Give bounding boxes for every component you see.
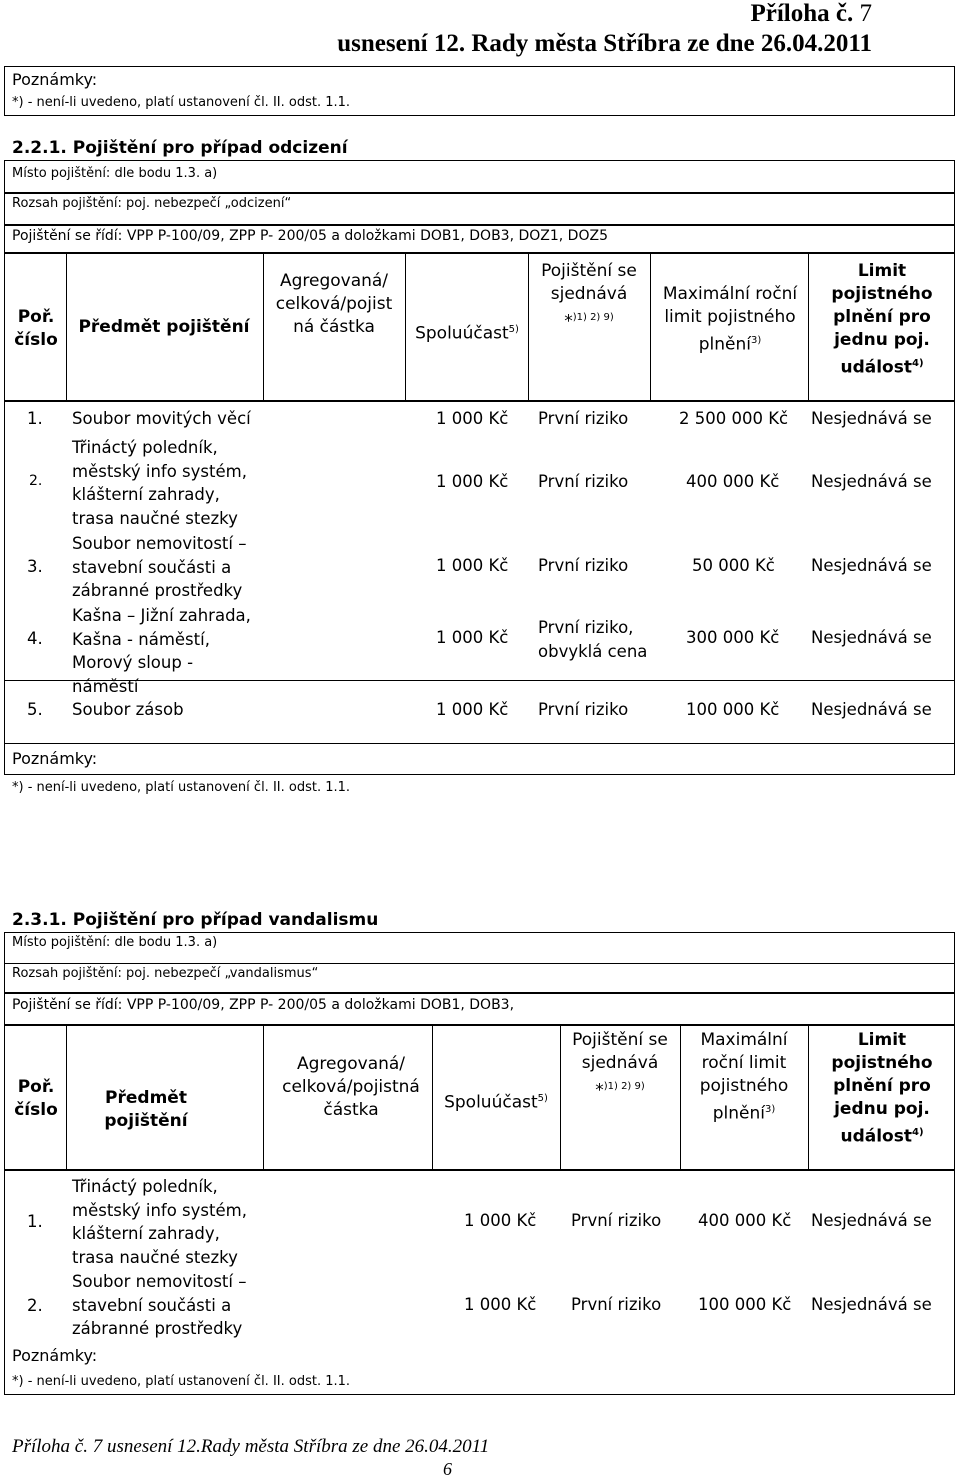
s2-row2-deductible: 1 000 Kč: [464, 1295, 537, 1314]
s1-row2-event-limit: Nesjednává se: [811, 472, 932, 491]
s2-col-aggregate: Agregovaná/ celková/pojistná částka: [282, 1054, 420, 1120]
top-notes-label: Poznámky:: [12, 70, 98, 89]
s1-row4-deductible: 1 000 Kč: [436, 628, 509, 647]
s2-divider-6: [808, 1025, 809, 1170]
s2-col-annual-limit: [684, 1029, 804, 1126]
s2-row1-limit: 400 000 Kč: [698, 1211, 792, 1230]
s1-col-type-star: *: [564, 311, 573, 332]
s1-row1-deductible: 1 000 Kč: [436, 409, 509, 428]
s1-row2-type: První riziko: [538, 472, 629, 491]
s2-divider-4: [560, 1025, 561, 1170]
s2-row1-deductible: 1 000 Kč: [464, 1211, 537, 1230]
s1-row4-subject: Kašna – Jižní zahrada, Kašna - náměstí, Morový sloup - náměstí: [72, 606, 251, 696]
page-number: 6: [443, 1459, 452, 1479]
s2-col-type: [562, 1029, 678, 1103]
s2-row1-event-limit: Nesjednává se: [811, 1211, 932, 1230]
s1-col-event-limit-sup: 4): [911, 358, 924, 369]
s1-row1-limit: 2 500 000 Kč: [679, 409, 789, 428]
section2-place: Místo pojištění: dle bodu 1.3. a): [12, 935, 218, 950]
attachment-heading: [750, 0, 872, 28]
s1-col-type-sup: )1) 2) 9): [572, 312, 614, 323]
s1-row5-type: První riziko: [538, 700, 629, 719]
section2-title: 2.3.1. Pojištění pro případ vandalismu: [12, 910, 379, 930]
s2-row2-limit: 100 000 Kč: [698, 1295, 792, 1314]
s1-row3-deductible: 1 000 Kč: [436, 556, 509, 575]
s1-divider-5: [650, 253, 651, 401]
s1-col-annual-limit-sup: 3): [750, 335, 762, 346]
s1-row3-limit: 50 000 Kč: [692, 556, 775, 575]
s2-row2-number: 2.: [27, 1296, 43, 1315]
s1-row3-number: 3.: [27, 557, 43, 576]
s2-col-deductible-sup: 5): [537, 1093, 548, 1104]
section1-notes-text: *) - není-li uvedeno, platí ustanovení čl. II. odst. 1.1.: [12, 780, 351, 795]
s1-col-subject: Předmět pojištění: [78, 317, 250, 337]
s1-col-type-label: Pojištění se sjednává: [541, 261, 637, 304]
s1-col-deductible-sup: 5): [508, 324, 519, 335]
s1-col-type: [530, 260, 648, 334]
section1-place: Místo pojištění: dle bodu 1.3. a): [12, 166, 218, 181]
section1-notes-box: [4, 743, 955, 775]
s2-col-event-limit: [812, 1029, 952, 1149]
s1-row5-deductible: 1 000 Kč: [436, 700, 509, 719]
resolution-heading: usnesení 12. Rady města Stříbra ze dne 26.04.2011: [337, 30, 872, 57]
s1-col-deductible: [407, 318, 527, 346]
s1-row4-number: 4.: [27, 629, 43, 648]
s1-row3-event-limit: Nesjednává se: [811, 556, 932, 575]
s2-row2-event-limit: Nesjednává se: [811, 1295, 932, 1314]
s1-row5-subject: Soubor zásob: [72, 700, 184, 719]
s1-divider-2: [263, 253, 264, 401]
s1-col-event-limit: [812, 260, 952, 380]
attachment-number: 7: [859, 0, 872, 27]
s1-row5-limit: 100 000 Kč: [686, 700, 780, 719]
s2-divider-3: [432, 1025, 433, 1170]
section2-notes-label: Poznámky:: [12, 1346, 98, 1365]
s2-row1-type: První riziko: [571, 1211, 662, 1230]
s1-col-deductible-label: Spoluúčast: [415, 323, 509, 344]
s2-col-type-label: Pojištění se sjednává: [572, 1030, 668, 1073]
s1-row4-limit: 300 000 Kč: [686, 628, 780, 647]
section2-scope: Rozsah pojištění: poj. nebezpečí „vandalismus“: [12, 966, 319, 981]
s1-col-number: Poř. číslo: [14, 307, 58, 350]
s2-col-subject: Předmět pojištění: [104, 1088, 188, 1131]
s1-row1-type: První riziko: [538, 409, 629, 428]
s1-row1-event-limit: Nesjednává se: [811, 409, 932, 428]
s1-divider-6: [808, 253, 809, 401]
s2-divider-5: [680, 1025, 681, 1170]
s2-col-event-limit-label: Limit pojistného plnění pro jednu poj. událost: [831, 1030, 933, 1147]
s1-row3-subject: Soubor nemovitostí – stavební součásti a zábranné prostředky: [72, 534, 247, 600]
s1-divider-3: [405, 253, 406, 401]
s2-col-deductible: [434, 1087, 558, 1115]
footer-text: Příloha č. 7 usnesení 12.Rady města Stříbra ze dne 26.04.2011: [12, 1436, 490, 1457]
s1-row2-number: 2.: [29, 473, 43, 489]
section2-rules: Pojištění se řídí: VPP P-100/09, ZPP P- 200/05 a doložkami DOB1, DOB3,: [12, 997, 515, 1013]
s1-row2-limit: 400 000 Kč: [686, 472, 780, 491]
s1-row4-event-limit: Nesjednává se: [811, 628, 932, 647]
section2-notes-text: *) - není-li uvedeno, platí ustanovení čl. II. odst. 1.1.: [12, 1374, 351, 1389]
s2-divider-2: [263, 1025, 264, 1170]
s1-col-annual-limit-label: Maximální roční limit pojistného plnění: [662, 284, 798, 355]
section1-rules: Pojištění se řídí: VPP P-100/09, ZPP P- 200/05 a doložkami DOB1, DOB3, DOZ1, DOZ5: [12, 228, 608, 244]
top-notes-text: *) - není-li uvedeno, platí ustanovení čl. II. odst. 1.1.: [12, 95, 351, 110]
s1-row4-type: První riziko, obvyklá cena: [538, 618, 648, 661]
section1-notes-label: Poznámky:: [12, 749, 98, 768]
s2-col-annual-limit-label: Maximální roční limit pojistného plnění: [699, 1030, 789, 1124]
s2-col-type-sup: )1) 2) 9): [603, 1081, 645, 1092]
s1-row2-deductible: 1 000 Kč: [436, 472, 509, 491]
s2-col-event-limit-sup: 4): [911, 1127, 924, 1138]
s2-row2-subject: Soubor nemovitostí – stavební součásti a zábranné prostředky: [72, 1272, 247, 1338]
attachment-label: Příloha č.: [750, 0, 854, 27]
s1-col-aggregate: Agregovaná/ celková/pojist ná částka: [275, 271, 393, 337]
s1-row5-number: 5.: [27, 700, 43, 719]
section2-place-box: [4, 932, 955, 963]
s1-row1-subject: Soubor movitých věcí: [72, 409, 251, 428]
s2-row1-number: 1.: [27, 1212, 43, 1231]
section1-scope: Rozsah pojištění: poj. nebezpečí „odcizení“: [12, 196, 292, 211]
s2-col-annual-limit-sup: 3): [764, 1104, 776, 1115]
s1-row2-subject: Třináctý poledník, městský info systém, klášterní zahrady, trasa naučné stezky: [72, 438, 247, 528]
s1-row5-event-limit: Nesjednává se: [811, 700, 932, 719]
section1-title: 2.2.1. Pojištění pro případ odcizení: [12, 138, 348, 158]
s2-row2-type: První riziko: [571, 1295, 662, 1314]
s1-row1-number: 1.: [27, 409, 43, 428]
s2-col-type-star: *: [595, 1080, 604, 1101]
s1-col-annual-limit: [656, 283, 804, 357]
s1-divider-4: [528, 253, 529, 401]
s2-row1-subject: Třináctý poledník, městský info systém, klášterní zahrady, trasa naučné stezky: [72, 1177, 247, 1267]
s2-col-number: Poř. číslo: [14, 1077, 58, 1120]
s2-col-deductible-label: Spoluúčast: [444, 1092, 538, 1113]
s1-row3-type: První riziko: [538, 556, 629, 575]
s1-col-event-limit-label: Limit pojistného plnění pro jednu poj. událost: [831, 261, 933, 378]
